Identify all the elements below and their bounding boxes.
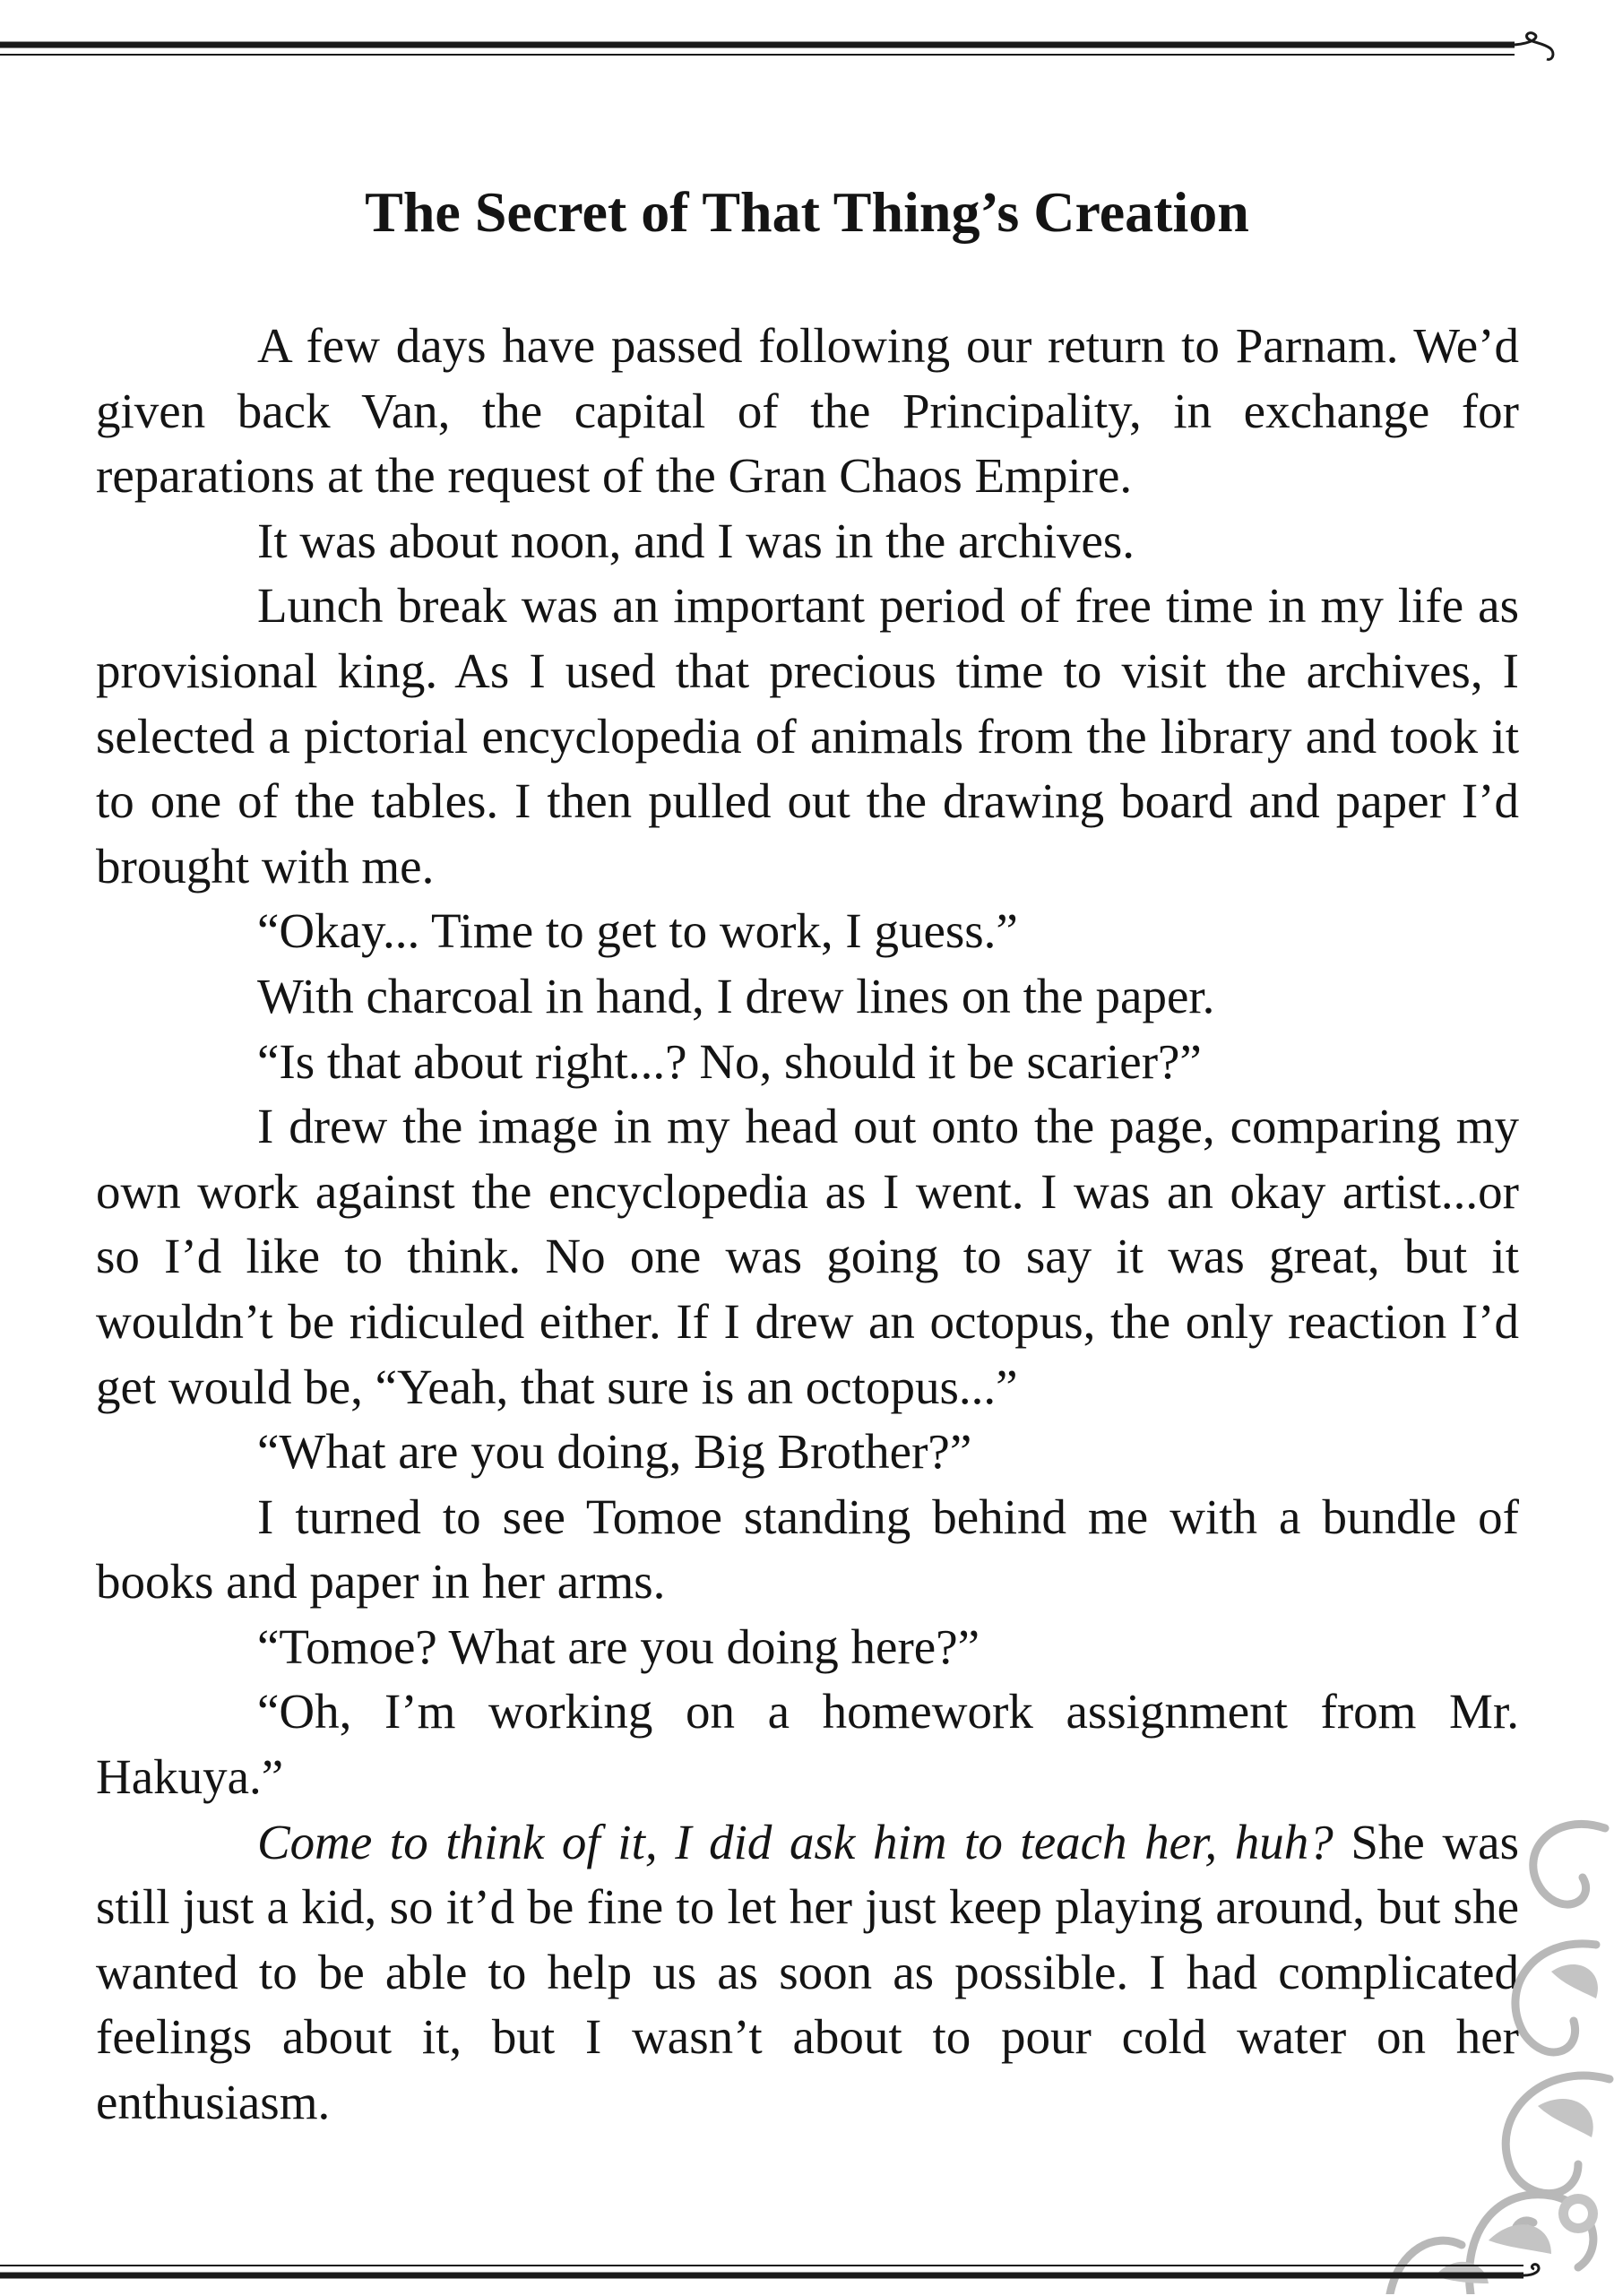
paragraph: It was about noon, and I was in the archives. xyxy=(257,513,1135,568)
paragraph: I drew the image in my head out onto the page, comparing my own work against the encyclopedia as I went. I was an okay artist...or so I’d like to think. No one was going to say it was great, but it wouldn’t be ridiculed either. If I drew an octopus, the only reaction I’d get would be, “Yeah, that sure is an octopus...” xyxy=(96,1099,1519,1414)
paragraph-rest: She was still just a kid, so it’d be fine to let her just keep playing around, but she wanted to be able to help us as soon as possible. I had complicated feelings about it, but I wasn’t about to pour cold water on her enthusiasm. xyxy=(96,1814,1519,2130)
paragraph: “Okay... Time to get to work, I guess.” xyxy=(257,903,1018,959)
paragraph: “Tomoe? What are you doing here?” xyxy=(257,1618,980,1674)
chapter-title: The Secret of That Thing’s Creation xyxy=(365,180,1249,244)
paragraph: Lunch break was an important period of free time in my life as provisional king. As I used that precious time to visit the archives, I selected a pictorial encyclopedia of animals from the library and took it to one of the tables. I then pulled out the drawing board and paper I’d brought with me. xyxy=(96,578,1519,893)
floral-ornament-icon xyxy=(1309,1792,1614,2294)
top-border-rule xyxy=(0,27,1614,63)
paragraph xyxy=(96,1810,1519,2136)
italic-thought: Come to think of it, I did ask him to teach her, huh? xyxy=(257,1814,1333,1869)
bottom-border-rule xyxy=(0,2260,1614,2296)
paragraph: A few days have passed following our return to Parnam. We’d given back Van, the capital of the Principality, in exchange for reparations at the request of the Gran Chaos Empire. xyxy=(96,318,1519,504)
chapter-body xyxy=(96,314,1519,2136)
paragraph: With charcoal in hand, I drew lines on the paper. xyxy=(257,968,1215,1023)
paragraph: “What are you doing, Big Brother?” xyxy=(257,1424,972,1480)
paragraph: “Is that about right...? No, should it be scarier?” xyxy=(257,1033,1202,1089)
paragraph: I turned to see Tomoe standing behind me with a bundle of books and paper in her arms. xyxy=(96,1489,1519,1610)
paragraph: “Oh, I’m working on a homework assignment from Mr. Hakuya.” xyxy=(96,1684,1519,1805)
